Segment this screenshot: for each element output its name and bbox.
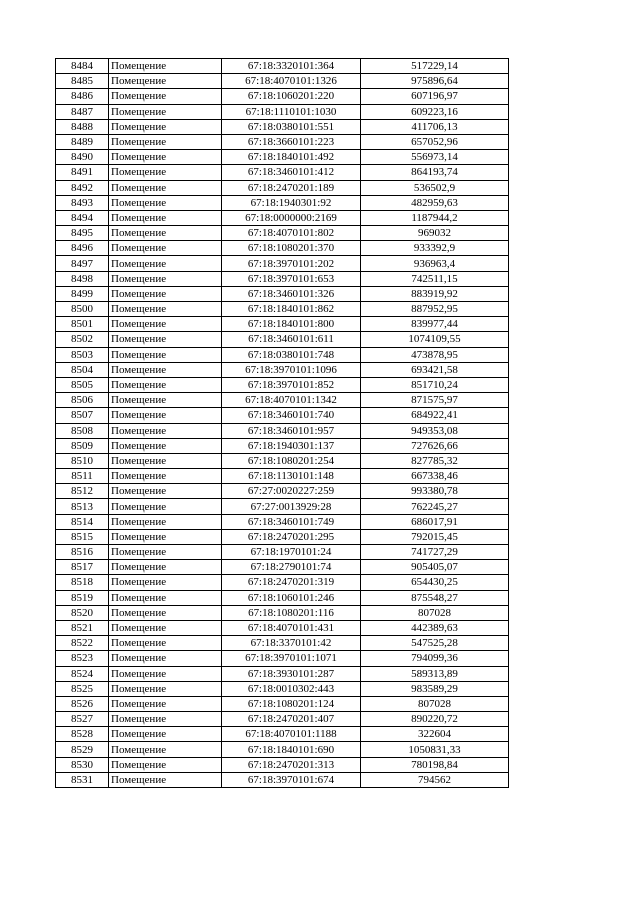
object-type-cell: Помещение xyxy=(109,317,222,332)
cadastral-number-cell: 67:18:3660101:223 xyxy=(222,134,361,149)
row-number-cell: 8521 xyxy=(56,620,109,635)
cadastral-number-cell: 67:18:3460101:611 xyxy=(222,332,361,347)
object-type-cell: Помещение xyxy=(109,408,222,423)
cadastral-value-cell: 794562 xyxy=(361,772,509,787)
object-type-cell: Помещение xyxy=(109,712,222,727)
object-type-cell: Помещение xyxy=(109,696,222,711)
table-row xyxy=(56,180,509,195)
object-type-cell: Помещение xyxy=(109,529,222,544)
row-number-cell: 8515 xyxy=(56,529,109,544)
table-row xyxy=(56,666,509,681)
table-row xyxy=(56,119,509,134)
cadastral-number-cell: 67:18:3970101:202 xyxy=(222,256,361,271)
row-number-cell: 8507 xyxy=(56,408,109,423)
cadastral-value-cell: 742511,15 xyxy=(361,271,509,286)
table-row xyxy=(56,696,509,711)
cadastral-value-cell: 969032 xyxy=(361,226,509,241)
cadastral-value-cell: 442389,63 xyxy=(361,620,509,635)
cadastral-value-cell: 975896,64 xyxy=(361,74,509,89)
table-row xyxy=(56,150,509,165)
object-type-cell: Помещение xyxy=(109,377,222,392)
table-row xyxy=(56,408,509,423)
object-type-cell: Помещение xyxy=(109,590,222,605)
table-row xyxy=(56,256,509,271)
object-type-cell: Помещение xyxy=(109,727,222,742)
object-type-cell: Помещение xyxy=(109,514,222,529)
cadastral-number-cell: 67:18:1080201:370 xyxy=(222,241,361,256)
object-type-cell: Помещение xyxy=(109,134,222,149)
table-row xyxy=(56,453,509,468)
object-type-cell: Помещение xyxy=(109,286,222,301)
cadastral-number-cell: 67:18:4070101:802 xyxy=(222,226,361,241)
cadastral-number-cell: 67:18:0380101:748 xyxy=(222,347,361,362)
row-number-cell: 8490 xyxy=(56,150,109,165)
cadastral-number-cell: 67:18:3970101:1071 xyxy=(222,651,361,666)
row-number-cell: 8511 xyxy=(56,469,109,484)
row-number-cell: 8531 xyxy=(56,772,109,787)
row-number-cell: 8489 xyxy=(56,134,109,149)
object-type-cell: Помещение xyxy=(109,195,222,210)
object-type-cell: Помещение xyxy=(109,332,222,347)
table-row xyxy=(56,226,509,241)
row-number-cell: 8494 xyxy=(56,210,109,225)
object-type-cell: Помещение xyxy=(109,302,222,317)
cadastral-number-cell: 67:18:1130101:148 xyxy=(222,469,361,484)
object-type-cell: Помещение xyxy=(109,119,222,134)
object-type-cell: Помещение xyxy=(109,210,222,225)
object-type-cell: Помещение xyxy=(109,605,222,620)
object-type-cell: Помещение xyxy=(109,499,222,514)
table-row xyxy=(56,134,509,149)
row-number-cell: 8510 xyxy=(56,453,109,468)
object-type-cell: Помещение xyxy=(109,575,222,590)
cadastral-value-cell: 936963,4 xyxy=(361,256,509,271)
cadastral-value-cell: 1187944,2 xyxy=(361,210,509,225)
object-type-cell: Помещение xyxy=(109,772,222,787)
table-row xyxy=(56,529,509,544)
row-number-cell: 8529 xyxy=(56,742,109,757)
cadastral-number-cell: 67:18:1840101:862 xyxy=(222,302,361,317)
cadastral-number-cell: 67:18:2470201:295 xyxy=(222,529,361,544)
row-number-cell: 8519 xyxy=(56,590,109,605)
object-type-cell: Помещение xyxy=(109,89,222,104)
cadastral-value-cell: 794099,36 xyxy=(361,651,509,666)
cadastral-number-cell: 67:18:3930101:287 xyxy=(222,666,361,681)
object-type-cell: Помещение xyxy=(109,256,222,271)
row-number-cell: 8514 xyxy=(56,514,109,529)
cadastral-number-cell: 67:18:2470201:407 xyxy=(222,712,361,727)
row-number-cell: 8492 xyxy=(56,180,109,195)
cadastral-value-cell: 905405,07 xyxy=(361,560,509,575)
cadastral-value-cell: 609223,16 xyxy=(361,104,509,119)
cadastral-number-cell: 67:18:1110101:1030 xyxy=(222,104,361,119)
cadastral-number-cell: 67:18:1840101:492 xyxy=(222,150,361,165)
cadastral-value-cell: 780198,84 xyxy=(361,757,509,772)
row-number-cell: 8512 xyxy=(56,484,109,499)
row-number-cell: 8530 xyxy=(56,757,109,772)
object-type-cell: Помещение xyxy=(109,59,222,74)
table-row xyxy=(56,89,509,104)
cadastral-number-cell: 67:18:3970101:852 xyxy=(222,377,361,392)
table-row xyxy=(56,681,509,696)
table-row xyxy=(56,362,509,377)
cadastral-value-cell: 536502,9 xyxy=(361,180,509,195)
cadastral-value-cell: 607196,97 xyxy=(361,89,509,104)
cadastral-number-cell: 67:18:3460101:957 xyxy=(222,423,361,438)
table-row xyxy=(56,545,509,560)
cadastral-value-cell: 667338,46 xyxy=(361,469,509,484)
row-number-cell: 8523 xyxy=(56,651,109,666)
cadastral-value-cell: 875548,27 xyxy=(361,590,509,605)
table-row xyxy=(56,742,509,757)
object-type-cell: Помещение xyxy=(109,180,222,195)
object-type-cell: Помещение xyxy=(109,742,222,757)
table-row xyxy=(56,210,509,225)
row-number-cell: 8524 xyxy=(56,666,109,681)
cadastral-number-cell: 67:18:2470201:319 xyxy=(222,575,361,590)
cadastral-value-cell: 871575,97 xyxy=(361,393,509,408)
table-row xyxy=(56,620,509,635)
object-type-cell: Помещение xyxy=(109,226,222,241)
cadastral-value-cell: 686017,91 xyxy=(361,514,509,529)
cadastral-value-cell: 827785,32 xyxy=(361,453,509,468)
cadastral-value-cell: 933392,9 xyxy=(361,241,509,256)
row-number-cell: 8505 xyxy=(56,377,109,392)
object-type-cell: Помещение xyxy=(109,681,222,696)
object-type-cell: Помещение xyxy=(109,545,222,560)
cadastral-value-cell: 473878,95 xyxy=(361,347,509,362)
table-row xyxy=(56,195,509,210)
cadastral-value-cell: 322604 xyxy=(361,727,509,742)
cadastral-value-cell: 807028 xyxy=(361,605,509,620)
object-type-cell: Помещение xyxy=(109,104,222,119)
cadastral-value-cell: 1074109,55 xyxy=(361,332,509,347)
table-row xyxy=(56,499,509,514)
row-number-cell: 8517 xyxy=(56,560,109,575)
table-row xyxy=(56,514,509,529)
row-number-cell: 8509 xyxy=(56,438,109,453)
cadastral-value-cell: 993380,78 xyxy=(361,484,509,499)
cadastral-value-cell: 807028 xyxy=(361,696,509,711)
cadastral-number-cell: 67:18:3460101:326 xyxy=(222,286,361,301)
row-number-cell: 8497 xyxy=(56,256,109,271)
object-type-cell: Помещение xyxy=(109,757,222,772)
table-row xyxy=(56,286,509,301)
cadastral-value-cell: 482959,63 xyxy=(361,195,509,210)
cadastral-number-cell: 67:18:4070101:431 xyxy=(222,620,361,635)
cadastral-number-cell: 67:18:1080201:124 xyxy=(222,696,361,711)
cadastral-number-cell: 67:18:3460101:749 xyxy=(222,514,361,529)
object-type-cell: Помещение xyxy=(109,347,222,362)
table-row xyxy=(56,560,509,575)
cadastral-value-cell: 1050831,33 xyxy=(361,742,509,757)
table-row xyxy=(56,241,509,256)
row-number-cell: 8493 xyxy=(56,195,109,210)
cadastral-value-cell: 839977,44 xyxy=(361,317,509,332)
object-type-cell: Помещение xyxy=(109,74,222,89)
table-row xyxy=(56,59,509,74)
table-row xyxy=(56,393,509,408)
cadastral-number-cell: 67:18:4070101:1342 xyxy=(222,393,361,408)
cadastral-number-cell: 67:18:1840101:800 xyxy=(222,317,361,332)
object-type-cell: Помещение xyxy=(109,150,222,165)
table-row xyxy=(56,772,509,787)
table-row xyxy=(56,74,509,89)
cadastral-number-cell: 67:18:3460101:740 xyxy=(222,408,361,423)
cadastral-value-cell: 851710,24 xyxy=(361,377,509,392)
cadastral-value-cell: 654430,25 xyxy=(361,575,509,590)
cadastral-value-cell: 741727,29 xyxy=(361,545,509,560)
object-type-cell: Помещение xyxy=(109,620,222,635)
object-type-cell: Помещение xyxy=(109,423,222,438)
object-type-cell: Помещение xyxy=(109,241,222,256)
cadastral-number-cell: 67:18:3460101:412 xyxy=(222,165,361,180)
table-row xyxy=(56,727,509,742)
object-type-cell: Помещение xyxy=(109,484,222,499)
row-number-cell: 8518 xyxy=(56,575,109,590)
row-number-cell: 8500 xyxy=(56,302,109,317)
object-type-cell: Помещение xyxy=(109,651,222,666)
cadastral-number-cell: 67:18:0000000:2169 xyxy=(222,210,361,225)
cadastral-value-cell: 684922,41 xyxy=(361,408,509,423)
table-row xyxy=(56,575,509,590)
row-number-cell: 8486 xyxy=(56,89,109,104)
cadastral-number-cell: 67:18:3970101:674 xyxy=(222,772,361,787)
table-row xyxy=(56,423,509,438)
cadastral-value-cell: 657052,96 xyxy=(361,134,509,149)
object-type-cell: Помещение xyxy=(109,453,222,468)
table-row xyxy=(56,377,509,392)
cadastral-number-cell: 67:18:1840101:690 xyxy=(222,742,361,757)
row-number-cell: 8526 xyxy=(56,696,109,711)
cadastral-number-cell: 67:18:1080201:116 xyxy=(222,605,361,620)
cadastral-number-cell: 67:18:4070101:1188 xyxy=(222,727,361,742)
table-row xyxy=(56,605,509,620)
table-row xyxy=(56,317,509,332)
table-row xyxy=(56,271,509,286)
table-row xyxy=(56,651,509,666)
object-type-cell: Помещение xyxy=(109,560,222,575)
table-row xyxy=(56,757,509,772)
cadastral-value-cell: 547525,28 xyxy=(361,636,509,651)
row-number-cell: 8527 xyxy=(56,712,109,727)
property-table-body xyxy=(56,59,509,788)
row-number-cell: 8508 xyxy=(56,423,109,438)
row-number-cell: 8502 xyxy=(56,332,109,347)
object-type-cell: Помещение xyxy=(109,165,222,180)
cadastral-value-cell: 887952,95 xyxy=(361,302,509,317)
row-number-cell: 8484 xyxy=(56,59,109,74)
cadastral-value-cell: 792015,45 xyxy=(361,529,509,544)
cadastral-number-cell: 67:18:3970101:1096 xyxy=(222,362,361,377)
row-number-cell: 8495 xyxy=(56,226,109,241)
row-number-cell: 8485 xyxy=(56,74,109,89)
cadastral-number-cell: 67:18:3370101:42 xyxy=(222,636,361,651)
table-row xyxy=(56,165,509,180)
object-type-cell: Помещение xyxy=(109,469,222,484)
cadastral-number-cell: 67:18:3970101:653 xyxy=(222,271,361,286)
object-type-cell: Помещение xyxy=(109,271,222,286)
table-row xyxy=(56,104,509,119)
cadastral-value-cell: 762245,27 xyxy=(361,499,509,514)
object-type-cell: Помещение xyxy=(109,438,222,453)
row-number-cell: 8525 xyxy=(56,681,109,696)
property-table xyxy=(55,58,509,788)
row-number-cell: 8520 xyxy=(56,605,109,620)
table-row xyxy=(56,590,509,605)
object-type-cell: Помещение xyxy=(109,362,222,377)
cadastral-number-cell: 67:18:1080201:254 xyxy=(222,453,361,468)
cadastral-value-cell: 693421,58 xyxy=(361,362,509,377)
cadastral-value-cell: 864193,74 xyxy=(361,165,509,180)
table-row xyxy=(56,302,509,317)
cadastral-value-cell: 890220,72 xyxy=(361,712,509,727)
table-row xyxy=(56,332,509,347)
cadastral-value-cell: 411706,13 xyxy=(361,119,509,134)
cadastral-number-cell: 67:27:0020227:259 xyxy=(222,484,361,499)
object-type-cell: Помещение xyxy=(109,666,222,681)
cadastral-number-cell: 67:18:3320101:364 xyxy=(222,59,361,74)
table-row xyxy=(56,438,509,453)
row-number-cell: 8496 xyxy=(56,241,109,256)
row-number-cell: 8513 xyxy=(56,499,109,514)
cadastral-number-cell: 67:18:1940301:137 xyxy=(222,438,361,453)
row-number-cell: 8488 xyxy=(56,119,109,134)
cadastral-number-cell: 67:18:1940301:92 xyxy=(222,195,361,210)
object-type-cell: Помещение xyxy=(109,636,222,651)
row-number-cell: 8516 xyxy=(56,545,109,560)
cadastral-value-cell: 949353,08 xyxy=(361,423,509,438)
cadastral-number-cell: 67:18:1970101:24 xyxy=(222,545,361,560)
cadastral-number-cell: 67:18:2470201:189 xyxy=(222,180,361,195)
cadastral-number-cell: 67:18:2470201:313 xyxy=(222,757,361,772)
cadastral-number-cell: 67:18:0010302:443 xyxy=(222,681,361,696)
cadastral-number-cell: 67:18:1060101:246 xyxy=(222,590,361,605)
table-row xyxy=(56,347,509,362)
cadastral-value-cell: 517229,14 xyxy=(361,59,509,74)
cadastral-number-cell: 67:18:1060201:220 xyxy=(222,89,361,104)
row-number-cell: 8504 xyxy=(56,362,109,377)
cadastral-number-cell: 67:18:0380101:551 xyxy=(222,119,361,134)
cadastral-value-cell: 883919,92 xyxy=(361,286,509,301)
row-number-cell: 8498 xyxy=(56,271,109,286)
row-number-cell: 8503 xyxy=(56,347,109,362)
object-type-cell: Помещение xyxy=(109,393,222,408)
cadastral-number-cell: 67:18:4070101:1326 xyxy=(222,74,361,89)
cadastral-number-cell: 67:27:0013929:28 xyxy=(222,499,361,514)
cadastral-value-cell: 556973,14 xyxy=(361,150,509,165)
cadastral-number-cell: 67:18:2790101:74 xyxy=(222,560,361,575)
row-number-cell: 8506 xyxy=(56,393,109,408)
table-row xyxy=(56,484,509,499)
row-number-cell: 8499 xyxy=(56,286,109,301)
table-row xyxy=(56,469,509,484)
table-row xyxy=(56,712,509,727)
row-number-cell: 8528 xyxy=(56,727,109,742)
cadastral-value-cell: 727626,66 xyxy=(361,438,509,453)
row-number-cell: 8491 xyxy=(56,165,109,180)
row-number-cell: 8487 xyxy=(56,104,109,119)
row-number-cell: 8522 xyxy=(56,636,109,651)
row-number-cell: 8501 xyxy=(56,317,109,332)
cadastral-value-cell: 589313,89 xyxy=(361,666,509,681)
table-row xyxy=(56,636,509,651)
cadastral-value-cell: 983589,29 xyxy=(361,681,509,696)
